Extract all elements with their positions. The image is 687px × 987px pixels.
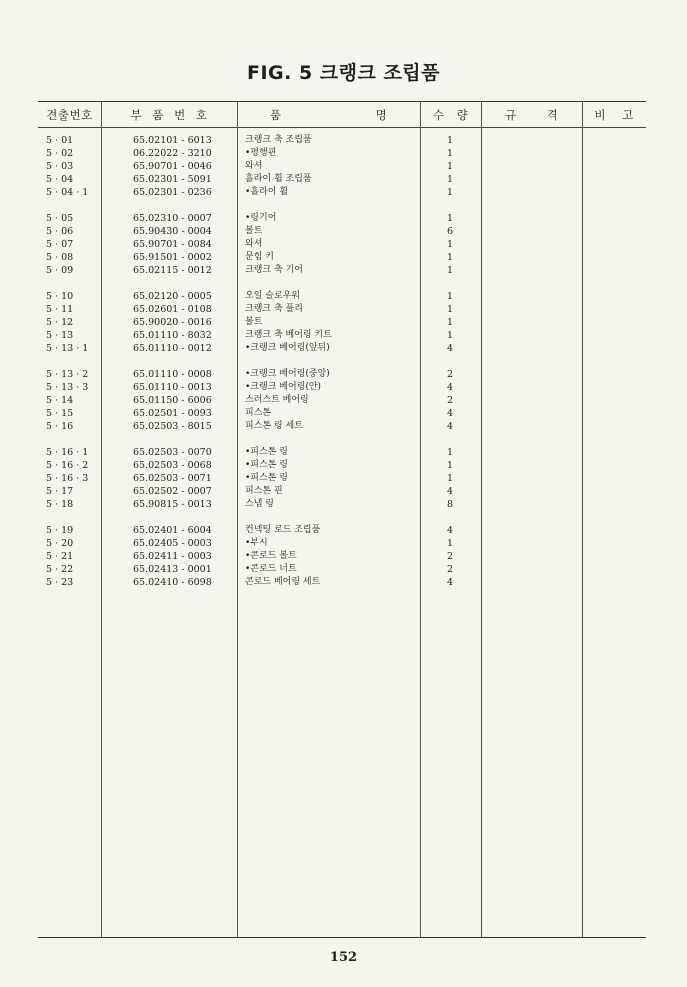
header-name: 품 명: [269, 108, 388, 122]
item-number: 5 · 21: [46, 551, 74, 562]
part-name: •링기어: [245, 213, 277, 223]
part-name: •부시: [245, 538, 268, 548]
quantity: 2: [447, 369, 454, 380]
header-divider: [38, 127, 646, 128]
item-number: 5 · 01: [46, 135, 74, 146]
part-name: 크랭크 축 기어: [245, 265, 303, 275]
part-name: 볼트: [245, 317, 263, 327]
column-divider: [481, 101, 482, 937]
part-name: •흘라이 휠: [245, 187, 288, 197]
part-number: 65.01110 - 0008: [133, 369, 212, 380]
header-no: 견출번호: [46, 108, 93, 122]
item-number: 5 · 09: [46, 265, 74, 276]
part-name: 콘로드 베어링 세트: [245, 577, 321, 587]
part-name: 크랭크 축 풀리: [245, 304, 303, 314]
part-name: 볼트: [245, 226, 263, 236]
part-number: 65.02410 - 6098: [133, 577, 212, 588]
part-name: •콘로드 볼트: [245, 551, 297, 561]
column-divider: [582, 101, 583, 937]
part-name: •크랭크 베어링(앞뒤): [245, 343, 330, 353]
part-number: 65.02503 - 0071: [133, 473, 212, 484]
item-number: 5 · 14: [46, 395, 74, 406]
quantity: 1: [447, 239, 454, 250]
quantity: 1: [447, 291, 454, 302]
item-number: 5 · 07: [46, 239, 74, 250]
part-name: •피스톤 링: [245, 473, 288, 483]
part-number: 65.02301 - 0236: [133, 187, 212, 198]
part-number: 65.02401 - 6004: [133, 525, 212, 536]
part-name: •크랭크 베어링(안): [245, 382, 322, 392]
item-number: 5 · 04: [46, 174, 74, 185]
part-number: 65.01110 - 0013: [133, 382, 212, 393]
page-title: FIG. 5 크랭크 조립품: [246, 62, 441, 84]
header-part-no: 부 품 번 호: [130, 108, 208, 122]
quantity: 4: [447, 577, 454, 588]
quantity: 8: [447, 499, 454, 510]
quantity: 2: [447, 551, 454, 562]
quantity: 1: [447, 135, 454, 146]
quantity: 1: [447, 187, 454, 198]
part-number: 65.02120 - 0005: [133, 291, 212, 302]
item-number: 5 · 13 · 2: [46, 369, 89, 380]
part-number: 65.01150 - 6006: [133, 395, 212, 406]
part-name: 피스톤: [245, 408, 272, 418]
part-name: 컨넥팅 로드 조립품: [245, 525, 321, 535]
item-number: 5 · 16 · 2: [46, 460, 89, 471]
quantity: 1: [447, 538, 454, 549]
part-number: 65.02601 - 0108: [133, 304, 212, 315]
header-remark: 비 고: [594, 108, 634, 122]
part-name: 스냅 링: [245, 499, 274, 509]
quantity: 1: [447, 447, 454, 458]
part-number: 06.22022 - 3210: [133, 148, 212, 159]
item-number: 5 · 08: [46, 252, 74, 263]
item-number: 5 · 18: [46, 499, 74, 510]
part-name: 오일 슬로우워: [245, 291, 301, 301]
item-number: 5 · 06: [46, 226, 74, 237]
part-name: •평행핀: [245, 148, 277, 158]
column-divider: [101, 101, 102, 937]
quantity: 4: [447, 408, 454, 419]
part-name: 와셔: [245, 161, 263, 171]
column-divider: [237, 101, 238, 937]
item-number: 5 · 10: [46, 291, 74, 302]
item-number: 5 · 19: [46, 525, 74, 536]
part-number: 65.01110 - 8032: [133, 330, 212, 341]
part-number: 65.02115 - 0012: [133, 265, 212, 276]
part-number: 65.90701 - 0046: [133, 161, 212, 172]
quantity: 4: [447, 525, 454, 536]
quantity: 1: [447, 252, 454, 263]
page-number: 152: [329, 950, 358, 965]
item-number: 5 · 16: [46, 421, 74, 432]
item-number: 5 · 12: [46, 317, 74, 328]
header-qty: 수 량: [432, 108, 469, 122]
parts-table-frame: [38, 101, 646, 938]
part-name: •콘로드 너트: [245, 564, 297, 574]
quantity: 1: [447, 460, 454, 471]
part-name: 흘라이 휠 조립품: [245, 174, 312, 184]
part-number: 65.02101 - 6013: [133, 135, 212, 146]
item-number: 5 · 15: [46, 408, 74, 419]
part-number: 65.90430 - 0004: [133, 226, 212, 237]
item-number: 5 · 13 · 1: [46, 343, 89, 354]
item-number: 5 · 23: [46, 577, 74, 588]
quantity: 1: [447, 161, 454, 172]
part-name: 와셔: [245, 239, 263, 249]
quantity: 2: [447, 564, 454, 575]
part-number: 65.02501 - 0093: [133, 408, 212, 419]
part-name: •피스톤 링: [245, 447, 288, 457]
item-number: 5 · 11: [46, 304, 74, 315]
quantity: 1: [447, 330, 454, 341]
part-number: 65.02503 - 0070: [133, 447, 212, 458]
quantity: 1: [447, 317, 454, 328]
part-number: 65.90020 - 0016: [133, 317, 212, 328]
quantity: 4: [447, 382, 454, 393]
item-number: 5 · 04 · 1: [46, 187, 89, 198]
part-name: •피스톤 링: [245, 460, 288, 470]
part-number: 65.02310 - 0007: [133, 213, 212, 224]
part-name: •크랭크 베어링(중앙): [245, 369, 330, 379]
quantity: 4: [447, 486, 454, 497]
item-number: 5 · 16 · 3: [46, 473, 89, 484]
part-number: 65.90815 - 0013: [133, 499, 212, 510]
part-number: 65.02411 - 0003: [133, 551, 212, 562]
part-number: 65.02503 - 0068: [133, 460, 212, 471]
header-spec: 규 격: [504, 108, 559, 122]
item-number: 5 · 22: [46, 564, 74, 575]
quantity: 1: [447, 174, 454, 185]
part-name: 피스톤 링 세트: [245, 421, 303, 431]
part-name: 피스톤 핀: [245, 486, 283, 496]
part-number: 65.90701 - 0084: [133, 239, 212, 250]
part-number: 65.02503 - 8015: [133, 421, 212, 432]
part-name: 크랭크 축 베어링 키트: [245, 330, 332, 340]
quantity: 1: [447, 265, 454, 276]
quantity: 4: [447, 421, 454, 432]
part-number: 65.02413 - 0001: [133, 564, 212, 575]
part-number: 65.01110 - 0012: [133, 343, 212, 354]
quantity: 1: [447, 148, 454, 159]
item-number: 5 · 05: [46, 213, 74, 224]
quantity: 2: [447, 395, 454, 406]
part-name: 스러스트 베어링: [245, 395, 309, 405]
part-number: 65.02405 - 0003: [133, 538, 212, 549]
part-number: 65.91501 - 0002: [133, 252, 212, 263]
item-number: 5 · 02: [46, 148, 74, 159]
quantity: 4: [447, 343, 454, 354]
item-number: 5 · 16 · 1: [46, 447, 89, 458]
part-number: 65.02502 - 0007: [133, 486, 212, 497]
part-number: 65.02301 - 5091: [133, 174, 212, 185]
part-name: 문힘 키: [245, 252, 274, 262]
item-number: 5 · 20: [46, 538, 74, 549]
quantity: 6: [447, 226, 454, 237]
quantity: 1: [447, 473, 454, 484]
quantity: 1: [447, 213, 454, 224]
item-number: 5 · 17: [46, 486, 74, 497]
column-divider: [420, 101, 421, 937]
item-number: 5 · 13 · 3: [46, 382, 89, 393]
item-number: 5 · 13: [46, 330, 74, 341]
part-name: 크랭크 축 조립품: [245, 135, 312, 145]
quantity: 1: [447, 304, 454, 315]
item-number: 5 · 03: [46, 161, 74, 172]
